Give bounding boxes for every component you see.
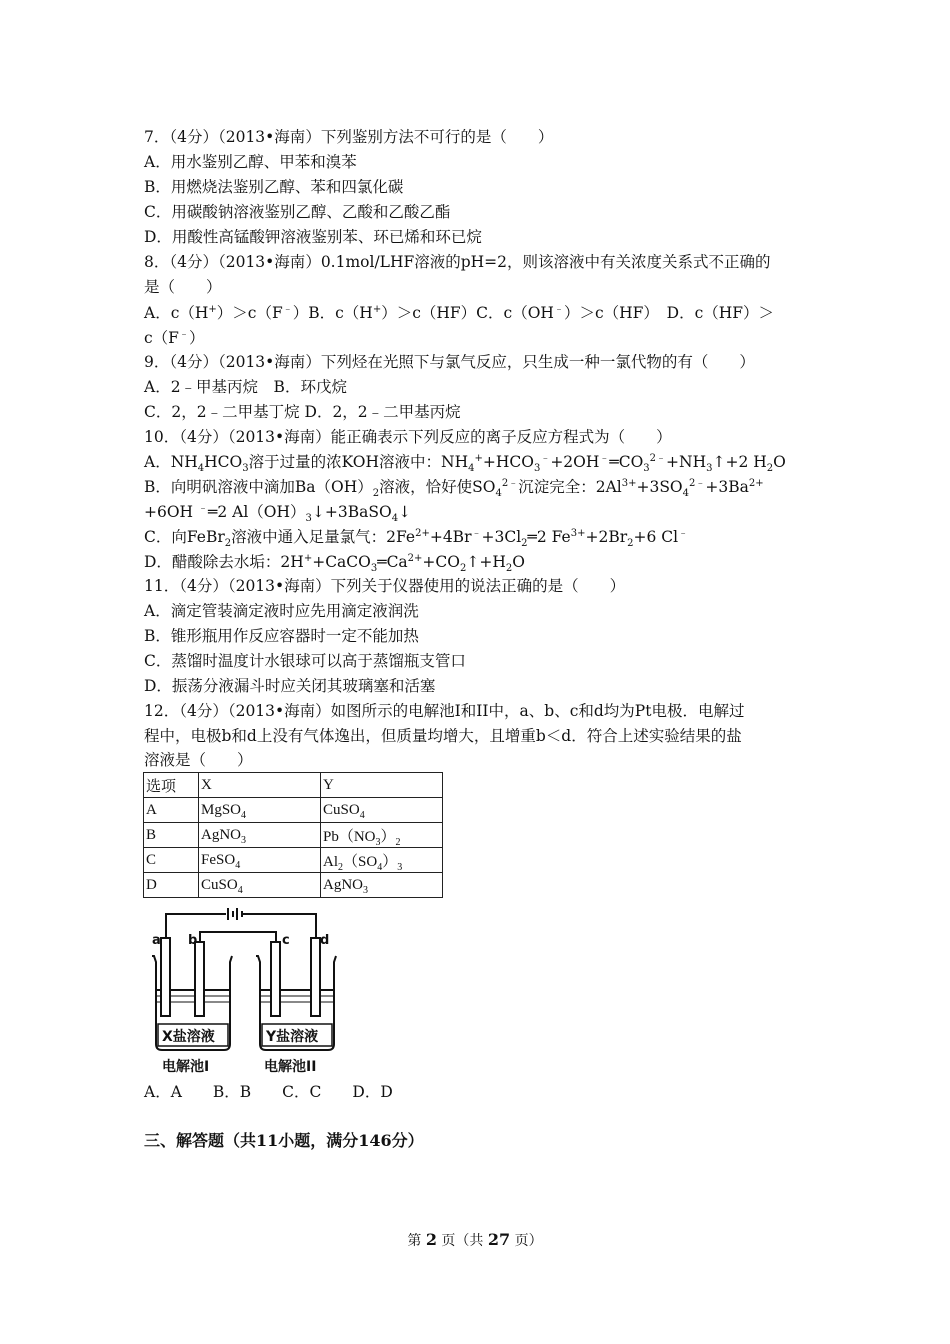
electrode-c (271, 942, 280, 1016)
electrode-label-d: d (320, 933, 330, 948)
table-cell-x: CuSO$_4$ (199, 873, 321, 898)
q10-option-c: C．向FeBr$_2$溶液中通入足量氯气：$2Fe^{2+}+4Br^﹣+3Cl_2═2$ $Fe^{3+}+2Br_2+6$ Cl﹣ (144, 527, 689, 550)
q10-stem: 10．（4分）（2013•海南）能正确表示下列反应的离子反应方程式为（ ） (144, 428, 672, 446)
table-header-cell: Y (321, 773, 443, 798)
table-cell-x: MgSO$_4$ (199, 798, 321, 823)
table-header-cell: X (199, 773, 321, 798)
electrode-d (311, 938, 320, 1016)
q10-option-a: A．$NH_4HCO_3$溶于过量的浓KOH溶液中：$NH_4^++HCO_3^﹣+2OH^﹣═CO_3^{2﹣}+NH_3↑+2$ $H_2O$ (144, 452, 786, 475)
q7-stem: 7．（4分）（2013•海南）下列鉴别方法不可行的是（ ） (144, 128, 554, 146)
q9-stem: 9．（4分）（2013•海南）下列烃在光照下与氯气反应，只生成一种一氯代物的有（ ） (144, 353, 755, 371)
table-row (144, 848, 443, 873)
q10-option-d: D．醋酸除去水垢：$2H^++CaCO_3═Ca^{2+}+CO_2↑+H_2O$ (144, 552, 525, 575)
q12-options-table (143, 772, 443, 898)
q7-option-a: A．用水鉴别乙醇、甲苯和溴苯 (144, 153, 357, 171)
cell-2-label: 电解池II (264, 1059, 317, 1075)
cell-1-label: 电解池I (162, 1059, 210, 1075)
q12-answer-options: A．A B．B C．C D．D (144, 1083, 393, 1101)
table-cell-label: B (144, 823, 199, 848)
table-cell-y: CuSO$_4$ (321, 798, 443, 823)
q8-stem-line2: 是（ ） (144, 278, 222, 296)
table-header-row (144, 773, 443, 798)
q10-option-b-line2: +6OH ﹣═2 $Al(OH)_3↓+3BaSO_4↓$ (144, 502, 412, 525)
q9-options-ab: A．2﹣甲基丙烷 B．环戊烷 (144, 378, 347, 396)
table-cell-y: AgNO$_3$ (321, 873, 443, 898)
table-cell-label: D (144, 873, 199, 898)
table-cell-y: $Pb(NO_3)_2$ (321, 823, 443, 848)
total-page-number: 27 (487, 1230, 511, 1249)
table-row (144, 823, 443, 848)
q11-stem: 11．（4分）（2013•海南）下列关于仪器使用的说法正确的是（ ） (144, 577, 626, 595)
q7-option-b: B．用燃烧法鉴别乙醇、苯和四氯化碳 (144, 178, 404, 196)
table-row (144, 798, 443, 823)
q12-stem-line3: 溶液是（ ） (144, 751, 253, 769)
table-cell-label: C (144, 848, 199, 873)
q10-option-b-line1: B．向明矾溶液中滴加$Ba(OH)_2$溶液，恰好使$SO_4^{2﹣}$沉淀完全：$2Al^{3+}+3SO_4^{2﹣}+3Ba^{2+}$ (144, 477, 764, 500)
q7-option-c: C．用碳酸钠溶液鉴别乙醇、乙酸和乙酸乙酯 (144, 203, 451, 221)
table-cell-x: AgNO$_3$ (199, 823, 321, 848)
page-footer: 第 2 页（共 27 页） (407, 1230, 543, 1249)
table-header-cell: 选项 (144, 773, 199, 798)
q12-stem-line1: 12．（4分）（2013•海南）如图所示的电解池I和II中，a、b、c和d均为Pt电极．电解过 (144, 702, 745, 720)
q9-options-cd: C．2，2﹣二甲基丁烷 D．2，2﹣二甲基丙烷 (144, 403, 461, 421)
q8-stem-line1: 8．（4分）（2013•海南）0.1mol/LHF溶液的pH=2，则该溶液中有关浓度关系式不正确的 (144, 253, 771, 271)
q12-stem-line2: 程中，电极b和d上没有气体逸出，但质量均增大，且增重b＜d．符合上述实验结果的盐 (144, 727, 742, 745)
q11-option-a: A．滴定管装滴定液时应先用滴定液润洗 (144, 602, 419, 620)
electrolysis-diagram (144, 906, 344, 1078)
table-row (144, 873, 443, 898)
q8-options-line1: A．c（H+）＞c（F﹣）B．c（H+）＞c（HF）C．c（OH﹣）＞c（HF） D．c（HF）＞ (144, 303, 775, 322)
table-cell-x: FeSO$_4$ (199, 848, 321, 873)
y-solution-label: Y盐溶液 (266, 1029, 319, 1045)
q11-option-c: C．蒸馏时温度计水银球可以高于蒸馏瓶支管口 (144, 652, 466, 670)
q7-option-d: D．用酸性高锰酸钾溶液鉴别苯、环已烯和环已烷 (144, 228, 482, 246)
q8-options-line2: c（F﹣） (144, 328, 205, 347)
section-heading: 三、解答题（共11小题，满分146分） (144, 1131, 424, 1150)
q11-option-d: D．振荡分液漏斗时应关闭其玻璃塞和活塞 (144, 677, 436, 695)
electrode-label-a: a (152, 933, 161, 948)
electrode-label-b: b (188, 933, 198, 948)
q11-option-b: B．锥形瓶用作反应容器时一定不能加热 (144, 627, 419, 645)
table-cell-y: $Al_2(SO_4)_3$ (321, 848, 443, 873)
x-solution-label: X盐溶液 (162, 1029, 215, 1045)
current-page-number: 2 (425, 1230, 437, 1249)
electrode-label-c: c (282, 933, 290, 948)
electrode-b (195, 942, 204, 1016)
table-cell-label: A (144, 798, 199, 823)
electrode-a (161, 938, 170, 1016)
